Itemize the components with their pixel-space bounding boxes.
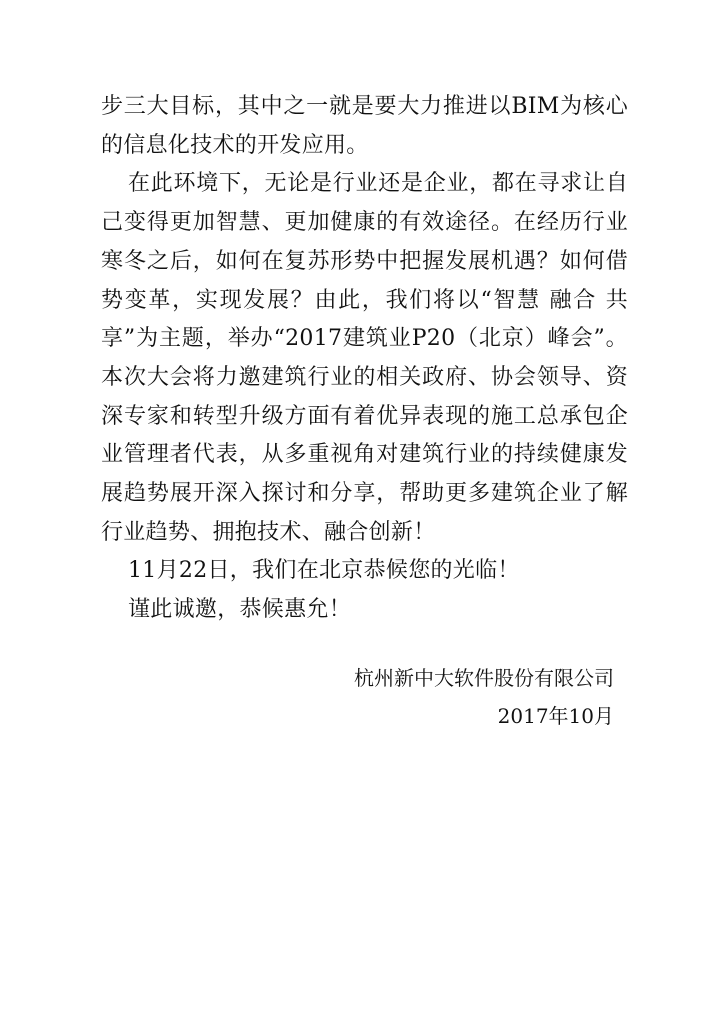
signature-block xyxy=(354,659,614,735)
signature-company: 杭州新中大软件股份有限公司 xyxy=(354,666,614,690)
paragraph-date-welcome: 11月22日，我们在北京恭候您的光临！ xyxy=(128,558,520,584)
signature-date: 2017年10月 xyxy=(497,704,614,728)
letter-body xyxy=(101,88,628,630)
paragraph-bim-goal: 步三大目标，其中之一就是要大力推进以BIM为核心的信息化技术的开发应用。 xyxy=(101,94,628,158)
paragraph-summit-intro: 在此环境下，无论是行业还是企业，都在寻求让自己变得更加智慧、更加健康的有效途径。在经历行业寒冬之后，如何在复苏形势中把握发展机遇？如何借势变革，实现发展？由此，我们将以“智慧 融合 共享”为主题，举办“2017建筑业P20（北京）峰会”。本次大会将力邀建筑行业的相关政府、协会领导、资深专家和转型升级方面有着优异表现的施工总承包企业管理者代表，从多重视角对建筑行业的持续健康发展趋势展开深入探讨和分享，帮助更多建筑企业了解行业趋势、拥抱技术、融合创新！ xyxy=(101,171,628,545)
paragraph-closing: 谨此诚邀，恭候惠允！ xyxy=(128,597,352,623)
